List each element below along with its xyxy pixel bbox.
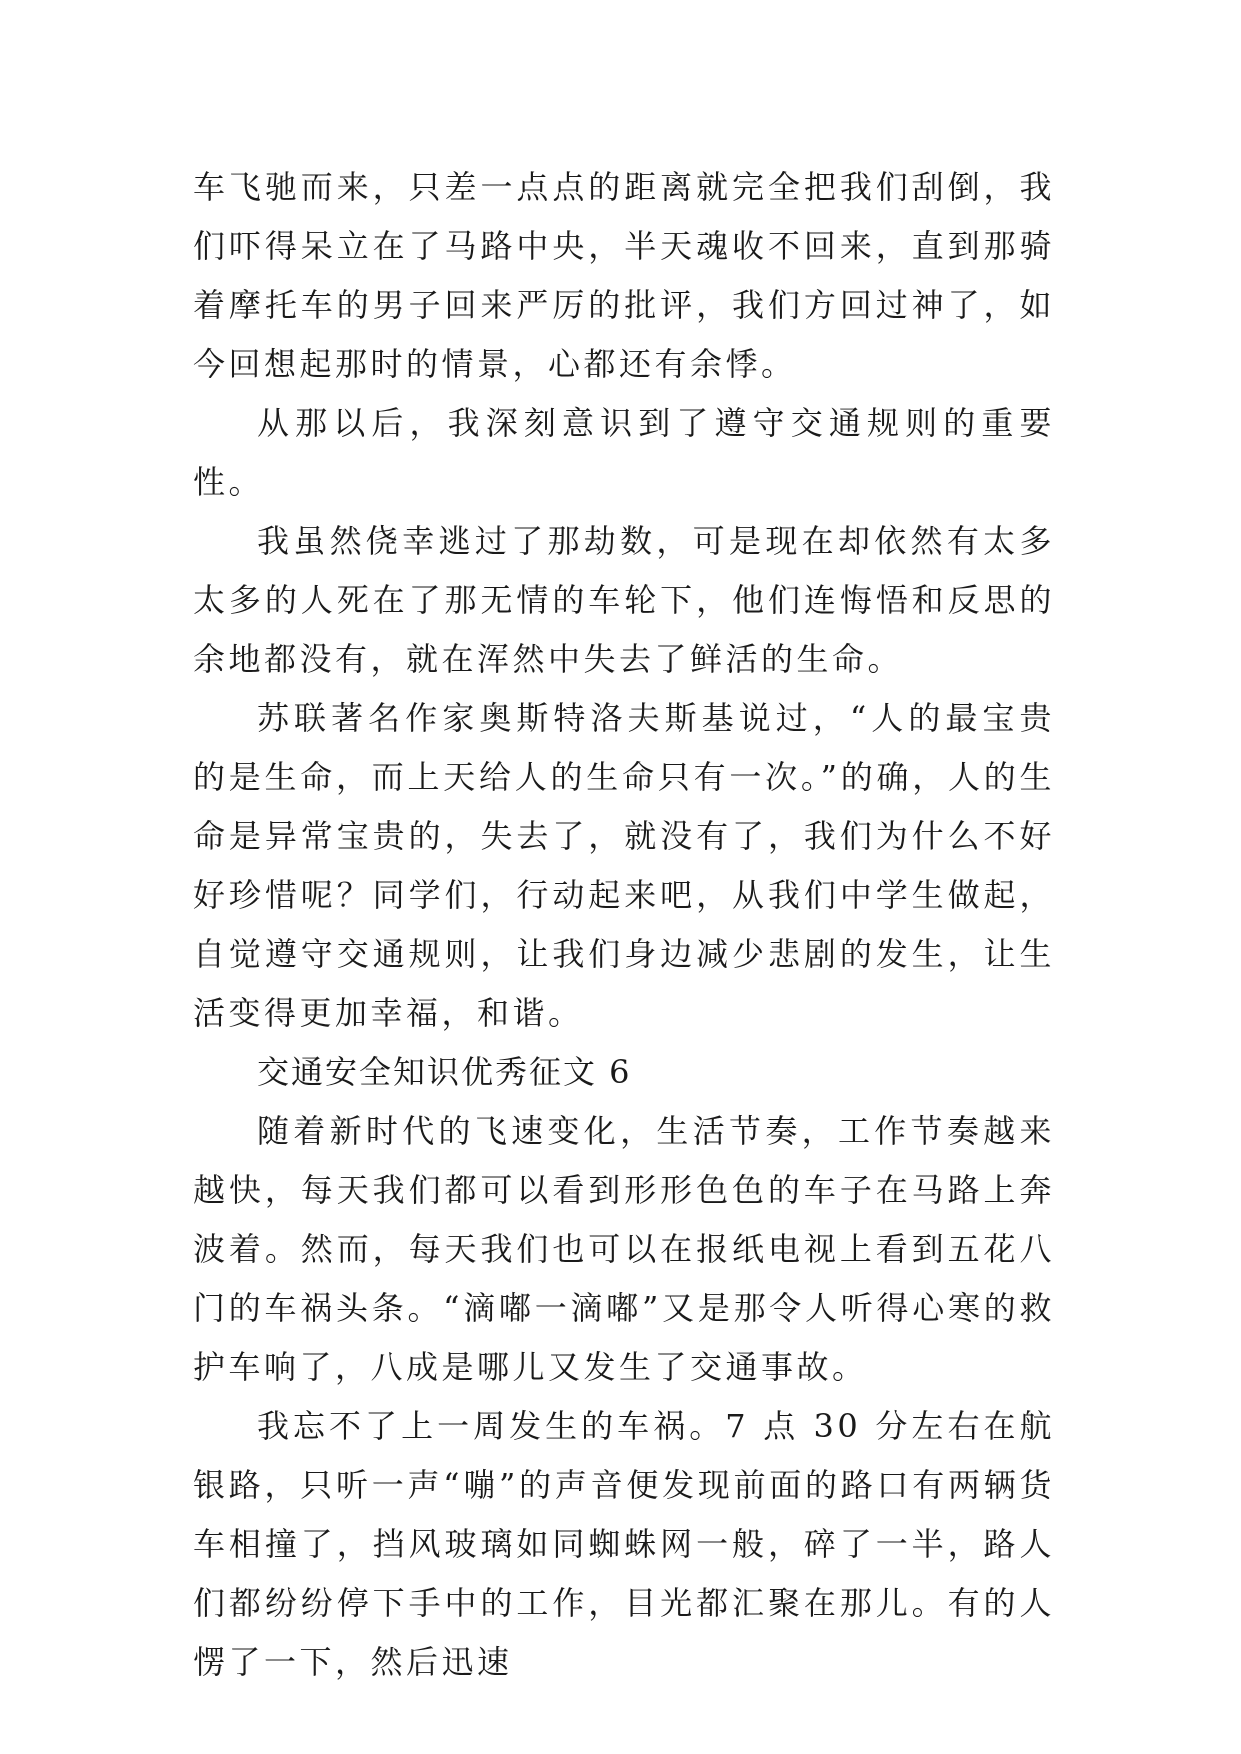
paragraph-4: 苏联著名作家奥斯特洛夫斯基说过，“人的最宝贵的是生命，而上天给人的生命只有一次。”的确，人的生命是异常宝贵的，失去了，就没有了，我们为什么不好好珍惜呢？同学们，行动起来吧，从我们中学生做起，自觉遵守交通规则，让我们身边减少悲剧的发生，让生活变得更加幸福，和谐。 (193, 699, 1055, 1032)
paragraph-6: 我忘不了上一周发生的车祸。7 点 30 分左右在航银路，只听一声“嘣”的声音便发现前面的路口有两辆货车相撞了，挡风玻璃如同蜘蛛网一般，碎了一半，路人们都纷纷停下手中的工作，目光都汇聚在那儿。有的人愣了一下，然后迅速 (193, 1407, 1055, 1681)
paragraph-5: 随着新时代的飞速变化，生活节奏，工作节奏越来越快，每天我们都可以看到形形色色的车子在马路上奔波着。然而，每天我们也可以在报纸电视上看到五花八门的车祸头条。“滴嘟一滴嘟”又是那令人听得心寒的救护车响了，八成是哪儿又发生了交通事故。 (193, 1112, 1055, 1386)
paragraph-3: 我虽然侥幸逃过了那劫数，可是现在却依然有太多太多的人死在了那无情的车轮下，他们连悔悟和反思的余地都没有，就在浑然中失去了鲜活的生命。 (193, 522, 1055, 678)
paragraph-2: 从那以后，我深刻意识到了遵守交通规则的重要性。 (193, 404, 1055, 501)
document-body (193, 158, 1055, 1692)
section-heading: 交通安全知识优秀征文 6 (257, 1053, 632, 1091)
paragraph-1: 车飞驰而来，只差一点点的距离就完全把我们刮倒，我们吓得呆立在了马路中央，半天魂收不回来，直到那骑着摩托车的男子回来严厉的批评，我们方回过神了，如今回想起那时的情景，心都还有余悸。 (193, 168, 1055, 383)
